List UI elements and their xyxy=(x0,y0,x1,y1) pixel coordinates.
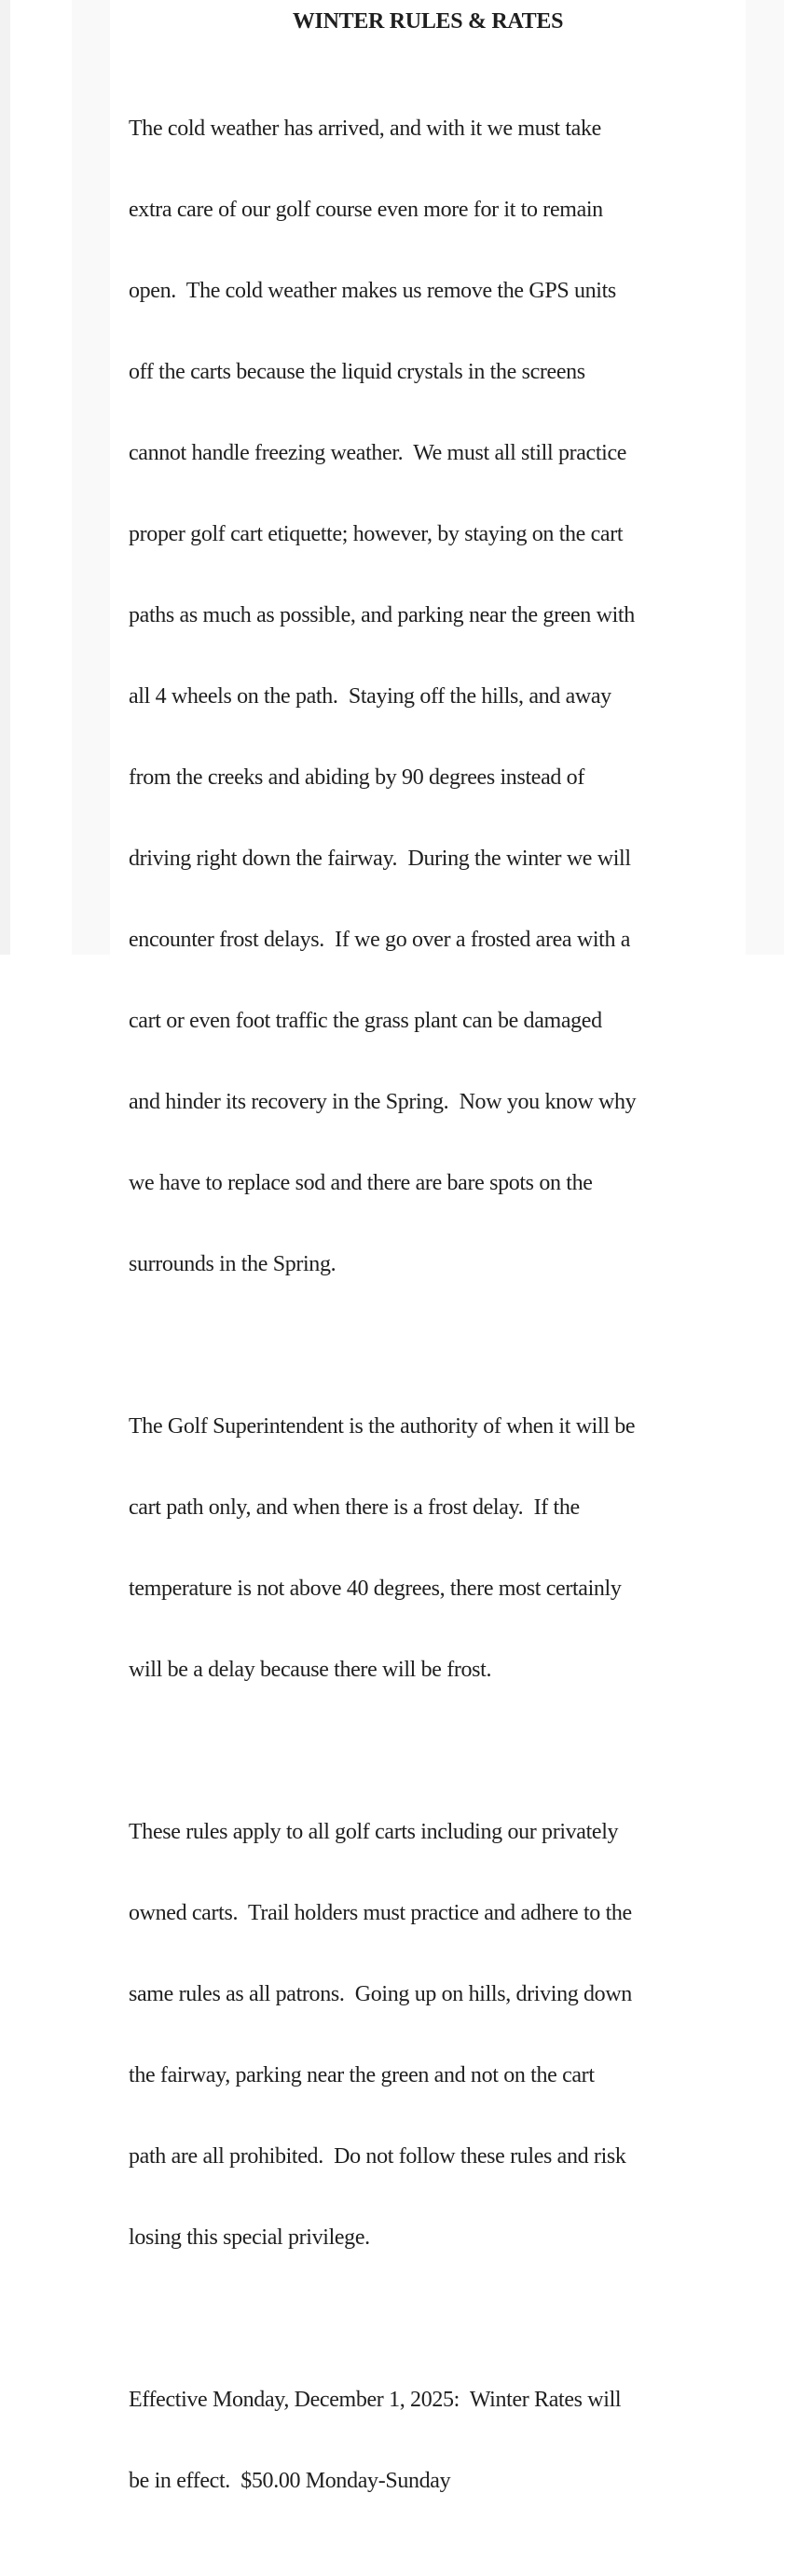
text-line: path are all prohibited. Do not follow these rules and risk xyxy=(129,2144,626,2169)
paragraph-superintendent xyxy=(129,1359,744,1738)
text-line: cannot handle freezing weather. We must all still practice xyxy=(129,441,627,465)
paragraph-winter-rates xyxy=(129,2333,744,2549)
text-line: from the creeks and abiding by 90 degrees instead of xyxy=(129,765,584,790)
paragraph-cart-rules xyxy=(129,1765,744,2306)
text-line: will be a delay because there will be frost. xyxy=(129,1658,492,1682)
text-line: These rules apply to all golf carts including our privately xyxy=(129,1820,619,1844)
text-line: encounter frost delays. If we go over a frosted area with a xyxy=(129,928,631,952)
text-line: The Golf Superintendent is the authority of when it will be xyxy=(129,1414,636,1439)
text-line: cart path only, and when there is a frost delay. If the xyxy=(129,1495,580,1520)
text-line: and hinder its recovery in the Spring. Now you know why xyxy=(129,1090,637,1114)
text-line: cart or even foot traffic the grass plant can be damaged xyxy=(129,1009,602,1033)
document-title: WINTER RULES & RATES xyxy=(292,9,564,34)
text-line: proper golf cart etiquette; however, by staying on the cart xyxy=(129,522,624,546)
text-line: The cold weather has arrived, and with it we must take xyxy=(129,117,601,141)
text-line: driving right down the fairway. During the winter we will xyxy=(129,847,631,871)
text-line: be in effect. $50.00 Monday-Sunday xyxy=(129,2469,451,2493)
text-line: paths as much as possible, and parking near the green with xyxy=(129,603,635,627)
left-edge-strip xyxy=(0,0,10,955)
text-line: all 4 wheels on the path. Staying off the hills, and away xyxy=(129,684,611,709)
text-line: owned carts. Trail holders must practice and adhere to the xyxy=(129,1901,632,1925)
right-margin-band xyxy=(746,0,784,955)
text-line: surrounds in the Spring. xyxy=(129,1252,336,1276)
text-line: Effective Monday, December 1, 2025: Winter Rates will xyxy=(129,2388,622,2412)
text-line: open. The cold weather makes us remove the GPS units xyxy=(129,279,616,303)
text-line: losing this special privilege. xyxy=(129,2225,370,2250)
document-page xyxy=(110,0,746,2493)
text-line: off the carts because the liquid crystals in the screens xyxy=(129,360,585,384)
text-line: extra care of our golf course even more for it to remain xyxy=(129,198,603,222)
paragraph-winter-care xyxy=(129,62,744,1332)
left-margin-band xyxy=(72,0,110,955)
text-line: temperature is not above 40 degrees, there most certainly xyxy=(129,1577,622,1601)
text-line: the fairway, parking near the green and not on the cart xyxy=(129,2063,595,2087)
text-line: we have to replace sod and there are bare spots on the xyxy=(129,1171,593,1195)
document-body xyxy=(129,62,744,2576)
text-line: same rules as all patrons. Going up on hills, driving down xyxy=(129,1982,632,2006)
